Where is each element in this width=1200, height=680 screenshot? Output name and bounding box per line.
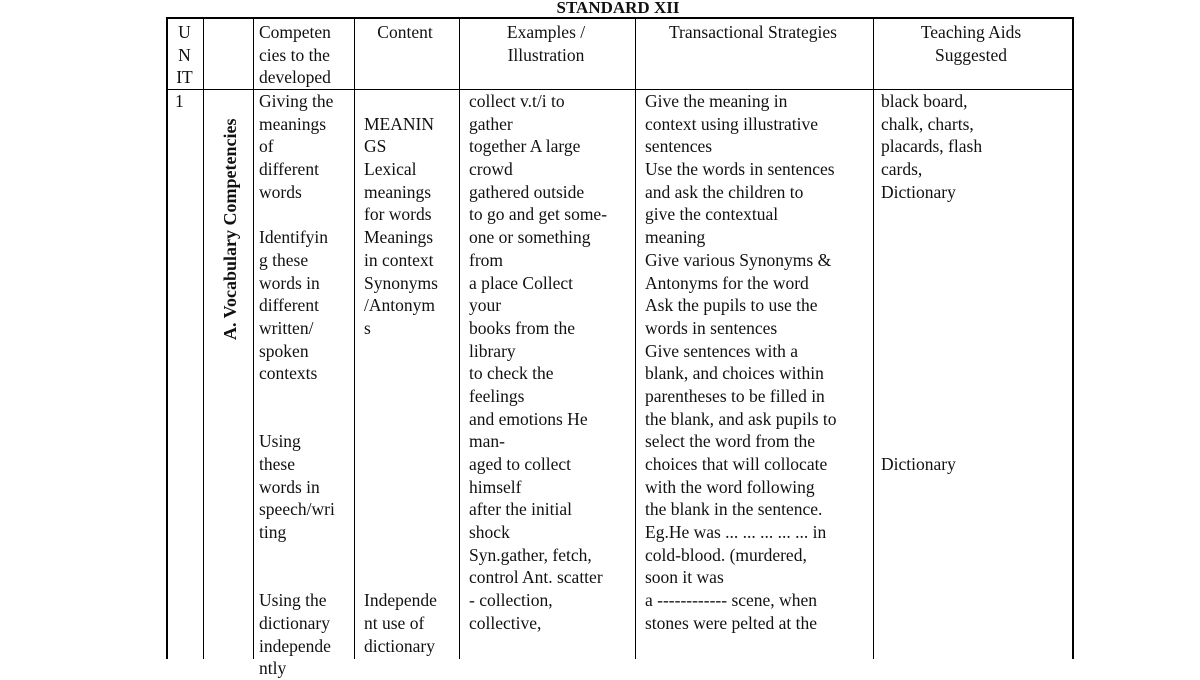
cell-line (364, 498, 438, 521)
cell-line: cards, (881, 159, 923, 180)
cell-line: gather (469, 113, 513, 134)
cell-line: Using the (259, 590, 327, 611)
cell-line: your (469, 295, 502, 316)
strategies-column (645, 90, 837, 635)
cell-line: books from the (469, 317, 575, 338)
unit-number: 1 (175, 91, 184, 111)
cell-line: the blank in the sentence. (645, 499, 823, 520)
cell-line (259, 385, 335, 408)
cell-line: Independe (364, 590, 437, 611)
cell-line: MEANIN (364, 113, 434, 134)
cell-line: words in (259, 476, 320, 497)
cell-line: gathered outside (469, 181, 585, 202)
competencies-column (259, 90, 335, 680)
page-title: STANDARD XII (556, 0, 680, 17)
cell-line: control Ant. scatter (469, 567, 603, 588)
cell-line (881, 294, 982, 317)
cell-line: s (364, 317, 371, 338)
cell-line (881, 430, 982, 453)
cell-line: meanings (364, 181, 432, 202)
vocabulary-competencies-label: A. Vocabulary Competencies (220, 118, 240, 340)
cell-line: Eg.He was ... ... ... ... ... in (645, 522, 827, 543)
cell-line (364, 408, 438, 431)
cell-line: after the initial (469, 499, 573, 520)
header-content: Content (377, 22, 433, 42)
cell-line: feelings (469, 385, 525, 406)
cell-line: words in (259, 272, 320, 293)
cell-line (364, 476, 438, 499)
cell-line: man- (469, 431, 505, 452)
cell-line: give the contextual (645, 204, 779, 225)
cell-line: Give various Synonyms & (645, 249, 832, 270)
cell-line: Synonyms (364, 272, 438, 293)
cell-line: Dictionary (881, 454, 956, 474)
cell-line (364, 521, 438, 544)
cell-line: placards, flash (881, 136, 983, 157)
cell-line: dictionary (259, 612, 330, 633)
cell-line: Meanings (364, 227, 434, 248)
cell-line: these (259, 454, 295, 474)
cell-line (364, 430, 438, 453)
cell-line (881, 408, 982, 431)
cell-line: Antonyms for the word (645, 272, 809, 293)
cell-line: the blank, and ask pupils to (645, 408, 837, 429)
column-divider (354, 19, 355, 659)
cell-line: different (259, 159, 319, 180)
cell-line: Giving the (259, 91, 334, 111)
cell-line: Syn.gather, fetch, (469, 544, 592, 565)
header-aids: Teaching Aids Suggested (920, 22, 1022, 65)
cell-line: nt use of (364, 612, 425, 633)
cell-line (881, 317, 982, 340)
cell-line: to check the (469, 363, 554, 384)
header-unit: U N IT (176, 22, 193, 88)
cell-line: Identifyin (259, 227, 329, 248)
cell-line: library (469, 340, 516, 361)
cell-line: words (259, 181, 302, 202)
cell-line: ntly (259, 658, 287, 679)
cell-line: Give the meaning in (645, 91, 788, 111)
cell-line: Lexical (364, 159, 417, 180)
cell-line (881, 340, 982, 363)
cell-line (259, 544, 335, 567)
content-column (364, 90, 438, 657)
header-strategies: Transactional Strategies (668, 22, 837, 42)
cell-line: words in sentences (645, 317, 778, 338)
cell-line (364, 385, 438, 408)
cell-line: different (259, 295, 319, 316)
cell-line: choices that will collocate (645, 454, 828, 474)
cell-line (364, 453, 438, 476)
column-divider (459, 19, 460, 659)
cell-line: ting (259, 522, 287, 543)
cell-line: cold-blood. (murdered, (645, 544, 807, 565)
cell-line: stones were pelted at the (645, 612, 818, 633)
cell-line: black board, (881, 91, 968, 111)
cell-line: collect v.t/i to (469, 91, 565, 111)
cell-line: for words (364, 204, 432, 225)
cell-line (364, 544, 438, 567)
cell-line: select the word from the (645, 431, 816, 452)
cell-line: one or something (469, 227, 591, 248)
cell-line (364, 566, 438, 589)
header-competencies: Competen cies to the developed (259, 22, 331, 88)
cell-line: g these (259, 249, 309, 270)
cell-line (364, 340, 438, 363)
cell-line: aged to collect (469, 454, 572, 474)
cell-line (881, 385, 982, 408)
column-divider (873, 19, 874, 659)
cell-line: independe (259, 635, 331, 656)
cell-line: parentheses to be filled in (645, 385, 825, 406)
column-divider (635, 19, 636, 659)
cell-line: sentences (645, 136, 713, 157)
cell-line (364, 362, 438, 385)
cell-line: and ask the children to (645, 181, 804, 202)
cell-line (259, 566, 335, 589)
cell-line: of (259, 136, 274, 157)
cell-line: meaning (645, 227, 706, 248)
cell-line: with the word following (645, 476, 815, 497)
cell-line: Dictionary (881, 181, 956, 202)
teaching-aids-column (881, 90, 982, 476)
cell-line: GS (364, 136, 387, 157)
cell-line: to go and get some- (469, 204, 608, 225)
cell-line: blank, and choices within (645, 363, 824, 384)
cell-line: together A large (469, 136, 581, 157)
cell-line: Use the words in sentences (645, 159, 835, 180)
cell-line (259, 408, 335, 431)
cell-line (881, 226, 982, 249)
cell-line: and emotions He (469, 408, 588, 429)
header-examples: Examples / Illustration (506, 22, 586, 65)
cell-line: from (469, 249, 504, 270)
cell-line: in context (364, 249, 434, 270)
cell-line: spoken (259, 340, 309, 361)
column-divider (253, 19, 254, 659)
cell-line (881, 272, 982, 295)
cell-line: himself (469, 476, 522, 497)
cell-line: a place Collect (469, 272, 573, 293)
cell-line (881, 249, 982, 272)
cell-line: dictionary (364, 635, 435, 656)
cell-line: Give sentences with a (645, 340, 799, 361)
cell-line (881, 362, 982, 385)
cell-line: context using illustrative (645, 113, 819, 134)
examples-column (469, 90, 607, 635)
cell-line: written/ (259, 317, 314, 338)
cell-line: crowd (469, 159, 513, 180)
column-divider (203, 19, 204, 659)
cell-line: Ask the pupils to use the (645, 295, 818, 316)
cell-line: contexts (259, 363, 318, 384)
cell-line (364, 90, 438, 113)
cell-line (259, 203, 335, 226)
cell-line: meanings (259, 113, 327, 134)
cell-line: a ------------ scene, when (645, 590, 817, 611)
cell-line: /Antonym (364, 295, 435, 316)
cell-line: collective, (469, 612, 542, 633)
cell-line (881, 203, 982, 226)
cell-line: soon it was (645, 567, 724, 588)
cell-line: speech/wri (259, 499, 335, 520)
cell-line: - collection, (469, 590, 553, 611)
cell-line: shock (469, 522, 510, 543)
cell-line: Using (259, 431, 301, 452)
cell-line: chalk, charts, (881, 113, 974, 134)
